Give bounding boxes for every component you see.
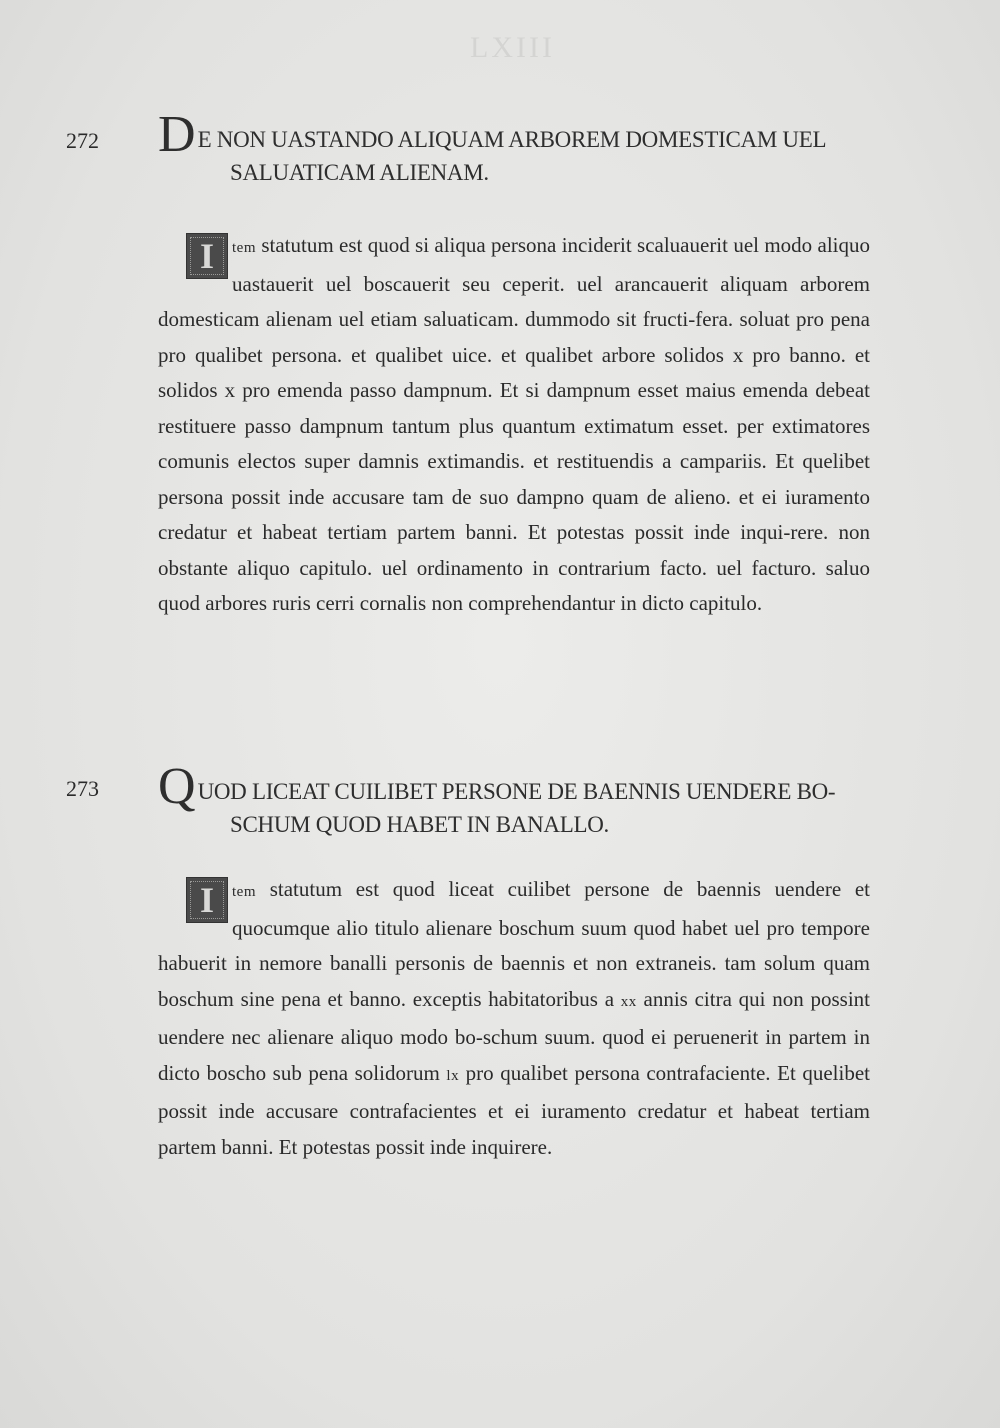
body-text: annis citra qui non possint uendere nec alienare aliquo modo bo-schum suum. quod ei peruenerit in partem in dicto boscho sub pena solidorum [158,986,870,1085]
body-text: statutum est quod si aliqua persona inciderit scaluauerit uel modo aliquo uastauerit uel boscauerit seu ceperit. uel arancauerit aliquam arborem domesticam alienam uel etiam saluaticam. dummodo sit fructi-fera. soluat pro pena pro qualibet persona. et qualibet uice. et qualibet arbore solidos x pro banno. et solidos x pro emenda passo dampnum. Et si dampnum esset maius emenda debeat restituere passo dampnum tantum plus quantum extimatum esset. per extimatores comunis electos super damnis extimandis. et restituendis a campariis. Et quelibet persona possit inde accusare tam de suo dampno quam de alieno. et ei iuramento credatur et habeat tertiam partem banni. Et potestas possit inde inqui-rere. non obstante aliquo capitulo. uel ordinamento in contrarium facto. uel facturo. saluo quod arbores ruris cerri cornalis non comprehendantur in dicto capitulo. [158,233,870,615]
ornamental-initial: I [186,877,228,923]
ornamental-initial: I [186,233,228,279]
title-initial: Q [158,758,196,815]
title-line-2: SCHUM QUOD HABET IN BANALLO. [230,812,609,837]
title-initial: D [158,106,196,163]
section-title [158,758,878,841]
opening-smallcaps: tem [232,884,256,900]
section-number: 273 [66,776,99,801]
bleed-through-header: LXIII [470,31,555,64]
body-text: statutum est quod liceat cuilibet persone de baennis uendere et quocumque alio titulo alienare boschum suum quod habet uel pro tempore habuerit in nemore banalli personis de baennis et non extraneis. tam solum quam boschum sine pena et banno. exceptis habitatoribus a [158,877,870,1011]
title-line-2: SALUATICAM ALIENAM. [230,160,489,185]
numeral-smallcaps: lx [446,1067,460,1084]
section-body [158,872,870,1165]
section-body [158,228,870,622]
opening-smallcaps: tem [232,240,256,256]
section-title [158,106,878,189]
title-line-1: UOD LICEAT CUILIBET PERSONE DE BAENNIS UENDERE BO- [197,779,836,804]
body-text: pro qualibet persona contrafaciente. Et quelibet possit inde accusare contrafacientes et ei iuramento credatur et habeat tertiam partem banni. Et potestas possit inde inquirere. [158,1060,871,1159]
title-line-1: E NON UASTANDO ALIQUAM ARBOREM DOMESTICAM UEL [197,127,827,152]
numeral-smallcaps: xx [620,993,637,1010]
section-number: 272 [66,128,99,153]
